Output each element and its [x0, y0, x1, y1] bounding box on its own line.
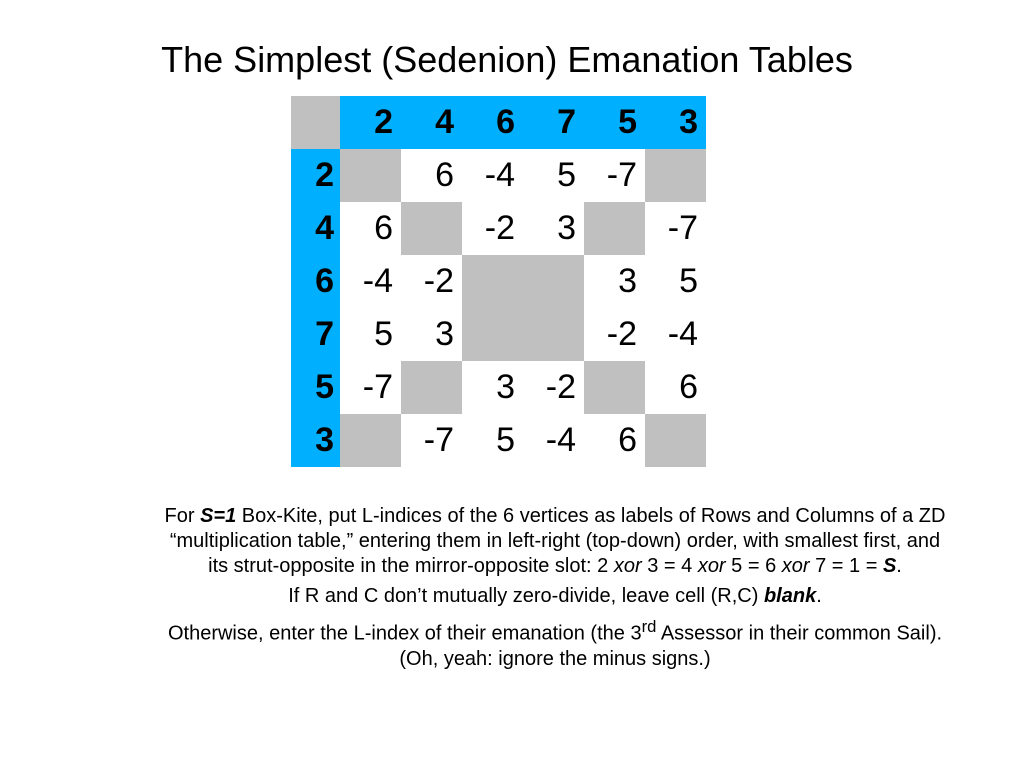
row-header: 7 [291, 308, 340, 361]
value-cell: -2 [401, 255, 462, 308]
column-header: 2 [340, 96, 401, 149]
note-text: Box-Kite, put L-indices of the 6 vertices as labels of Rows and Columns of a ZD “multiplication table,” entering them in left-right (top-down) order, with smallest first, and its strut-opposite in the mirror-opposite slot: 2 [169, 505, 946, 577]
note-text: 3 = 4 [641, 555, 698, 577]
table-row [291, 149, 706, 202]
explanation-notes [160, 504, 950, 677]
value-cell: 3 [401, 308, 462, 361]
note-text: For [164, 505, 201, 527]
value-cell: 5 [645, 255, 706, 308]
row-header: 6 [291, 255, 340, 308]
note-paragraph-1 [160, 504, 950, 579]
value-cell: 5 [462, 414, 523, 467]
note-emphasis: xor [697, 555, 726, 577]
table-row [291, 361, 706, 414]
value-cell: 6 [340, 202, 401, 255]
row-header: 2 [291, 149, 340, 202]
value-cell: 3 [462, 361, 523, 414]
blank-cell [645, 414, 706, 467]
value-cell: -4 [340, 255, 401, 308]
table-row [291, 255, 706, 308]
value-cell: -4 [645, 308, 706, 361]
column-header: 7 [523, 96, 584, 149]
emanation-table-body [291, 96, 706, 467]
value-cell: -4 [462, 149, 523, 202]
blank-cell [401, 361, 462, 414]
column-header: 3 [645, 96, 706, 149]
value-cell: 6 [584, 414, 645, 467]
table-row [291, 308, 706, 361]
blank-cell [523, 255, 584, 308]
blank-cell [340, 149, 401, 202]
blank-cell [584, 361, 645, 414]
value-cell: 3 [523, 202, 584, 255]
note-text: Assessor in their common Sail). (Oh, yeah: ignore the minus signs.) [399, 622, 943, 670]
value-cell: 5 [523, 149, 584, 202]
column-header: 5 [584, 96, 645, 149]
value-cell: -7 [584, 149, 645, 202]
row-header: 3 [291, 414, 340, 467]
note-superscript: rd [641, 617, 657, 636]
note-emphasis: blank [763, 585, 817, 607]
note-paragraph-2 [160, 584, 950, 609]
note-text: . [896, 555, 902, 577]
note-paragraph-3 [160, 614, 950, 672]
value-cell: -2 [462, 202, 523, 255]
blank-cell [462, 308, 523, 361]
value-cell: -2 [523, 361, 584, 414]
emanation-table [291, 96, 706, 467]
note-text: If R and C don’t mutually zero-divide, leave cell (R,C) [288, 585, 764, 607]
note-emphasis: S [882, 555, 897, 577]
note-emphasis: S=1 [200, 505, 237, 527]
value-cell: -4 [523, 414, 584, 467]
note-emphasis: xor [613, 555, 642, 577]
blank-cell [401, 202, 462, 255]
column-header: 4 [401, 96, 462, 149]
note-text: Otherwise, enter the L-index of their emanation (the 3 [167, 622, 642, 645]
corner-cell [291, 96, 340, 149]
blank-cell [462, 255, 523, 308]
note-emphasis: xor [781, 555, 810, 577]
table-row [291, 414, 706, 467]
page-title: The Simplest (Sedenion) Emanation Tables [161, 39, 853, 80]
blank-cell [340, 414, 401, 467]
value-cell: 6 [645, 361, 706, 414]
note-text: 7 = 1 = [809, 555, 883, 577]
value-cell: -7 [401, 414, 462, 467]
blank-cell [645, 149, 706, 202]
note-text: 5 = 6 [725, 555, 782, 577]
value-cell: 3 [584, 255, 645, 308]
header-row [291, 96, 706, 149]
value-cell: -2 [584, 308, 645, 361]
value-cell: 6 [401, 149, 462, 202]
value-cell: -7 [645, 202, 706, 255]
note-text: . [816, 585, 822, 607]
value-cell: -7 [340, 361, 401, 414]
column-header: 6 [462, 96, 523, 149]
blank-cell [584, 202, 645, 255]
blank-cell [523, 308, 584, 361]
value-cell: 5 [340, 308, 401, 361]
table-row [291, 202, 706, 255]
row-header: 5 [291, 361, 340, 414]
row-header: 4 [291, 202, 340, 255]
